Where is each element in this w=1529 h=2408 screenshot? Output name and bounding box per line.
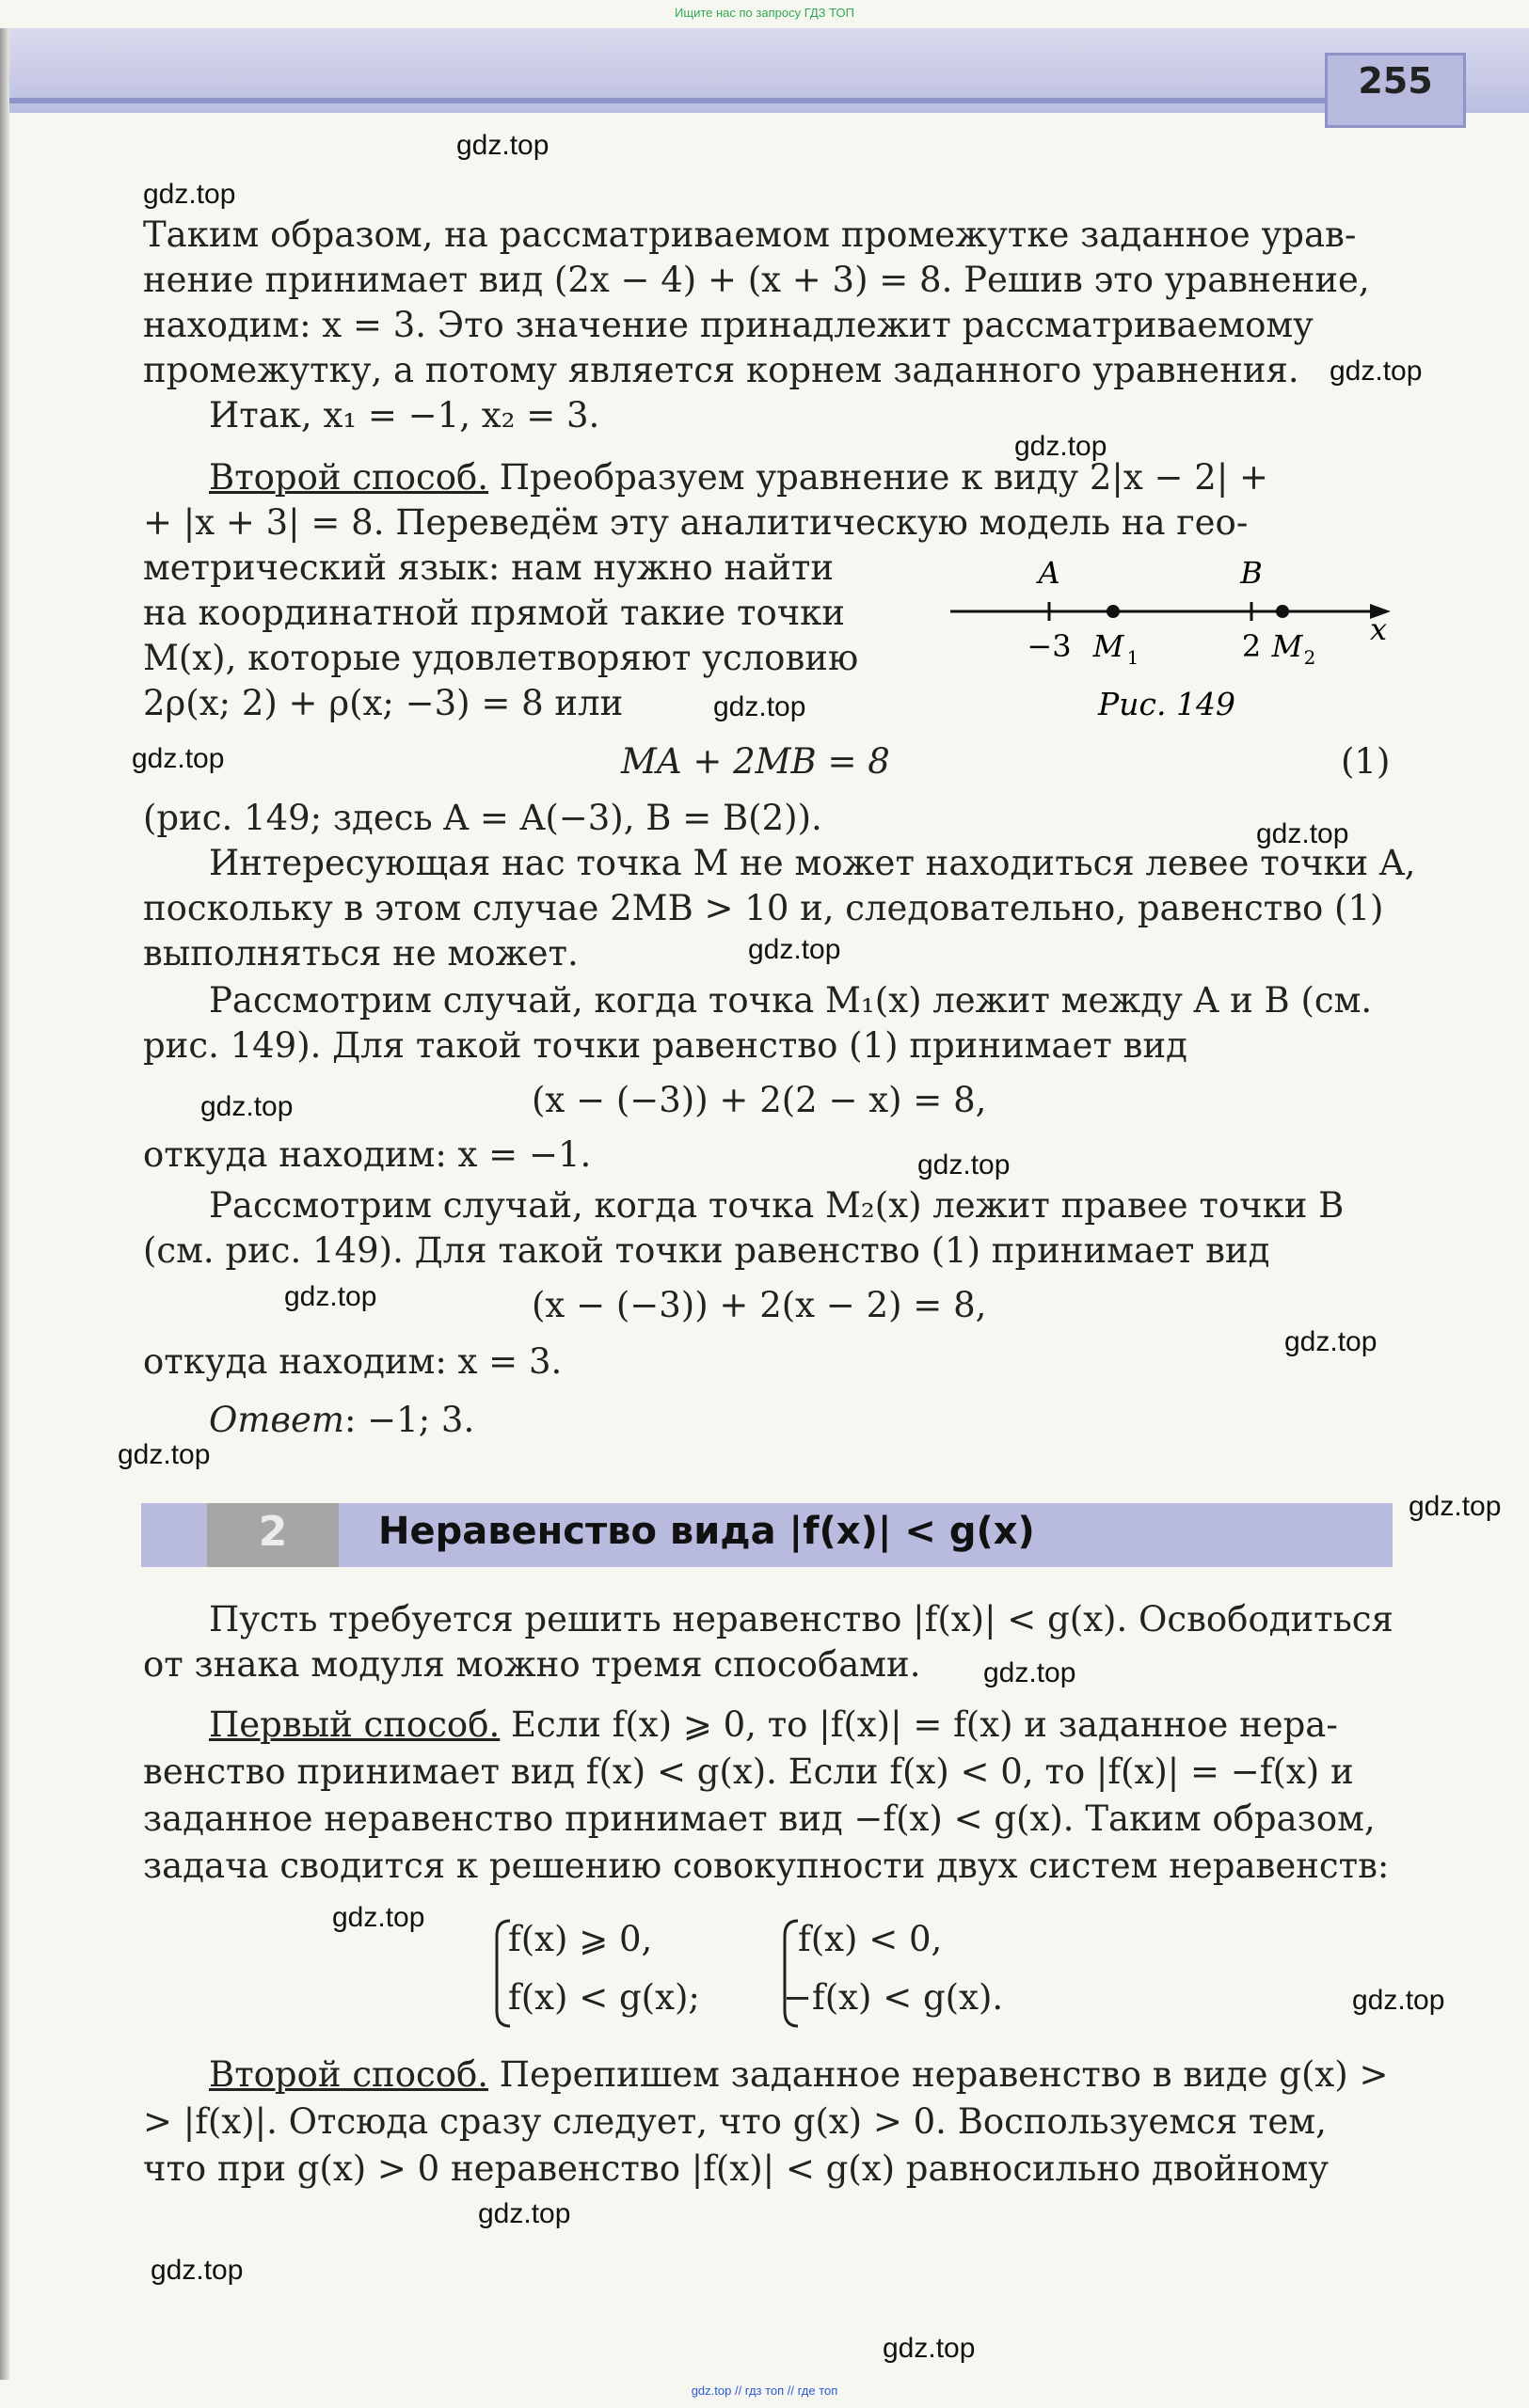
text-line: задача сводится к решению совокупности двух систем неравенств: <box>143 1846 1390 1886</box>
answer-line <box>209 1398 474 1443</box>
watermark: gdz.top <box>1409 1491 1502 1522</box>
text-line: (рис. 149; здесь A = A(−3), B = B(2)). <box>143 798 822 838</box>
figure-number-line <box>941 555 1411 724</box>
watermark: gdz.top <box>1284 1326 1378 1357</box>
text-line: находим: x = 3. Это значение принадлежит рассматриваемому <box>143 305 1314 345</box>
text-line <box>209 455 1268 500</box>
header-divider <box>0 98 1336 103</box>
text-line: Интересующая нас точка M не может находиться левее точки A, <box>209 843 1416 883</box>
label-M1-sub: 1 <box>1126 646 1139 669</box>
section-number: 2 <box>258 1508 288 1556</box>
watermark: gdz.top <box>132 743 225 774</box>
text-span: Перепишем заданное неравенство в виде g(x) > <box>499 2054 1389 2095</box>
watermark: gdz.top <box>713 691 806 722</box>
answer-value: : −1; 3. <box>343 1400 475 1440</box>
text-line: (см. рис. 149). Для такой точки равенство (1) принимает вид <box>143 1230 1270 1271</box>
answer-label: Ответ <box>209 1400 344 1440</box>
watermark: gdz.top <box>284 1281 377 1312</box>
text-line <box>209 2052 1388 2098</box>
text-line: на координатной прямой такие точки <box>143 593 845 633</box>
point-M1 <box>1107 605 1120 618</box>
watermark: gdz.top <box>478 2198 571 2229</box>
system-2-row-1: f(x) < 0, <box>798 1919 943 1959</box>
system-1-row-1: f(x) ⩾ 0, <box>508 1919 653 1959</box>
equation-3: (x − (−3)) + 2(x − 2) = 8, <box>532 1285 987 1325</box>
text-line: выполняться не может. <box>143 933 579 974</box>
watermark: gdz.top <box>883 2333 976 2364</box>
text-line: Таким образом, на рассматриваемом промежутке заданное урав- <box>143 214 1357 255</box>
label-M1: M <box>1092 628 1124 664</box>
method-label: Второй способ. <box>209 457 489 498</box>
text-line: что при g(x) > 0 неравенство |f(x)| < g(x) равносильно двойному <box>143 2148 1330 2189</box>
text-line: нение принимает вид (2x − 4) + (x + 3) = 8. Решив это уравнение, <box>143 260 1370 300</box>
point-M2 <box>1276 605 1289 618</box>
watermark: gdz.top <box>143 179 236 210</box>
text-line: рис. 149). Для такой точки равенство (1) принимает вид <box>143 1025 1187 1066</box>
text-line: поскольку в этом случае 2MB > 10 и, следовательно, равенство (1) <box>143 888 1384 928</box>
label-B: B <box>1240 555 1263 591</box>
text-line: 2ρ(x; 2) + ρ(x; −3) = 8 или <box>143 683 624 723</box>
top-search-link[interactable]: Ищите нас по запросу ГДЗ ТОП <box>675 6 854 20</box>
section-title: Неравенство вида |f(x)| < g(x) <box>378 1510 1035 1553</box>
watermark: gdz.top <box>748 934 841 965</box>
watermark: gdz.top <box>332 1902 425 1933</box>
system-2-row-2: −f(x) < g(x). <box>783 1977 1004 2018</box>
text-line: Итак, x₁ = −1, x₂ = 3. <box>209 395 600 436</box>
equation-2: (x − (−3)) + 2(2 − x) = 8, <box>532 1080 987 1120</box>
page-spine-shadow <box>0 28 9 2380</box>
text-line: откуда находим: x = −1. <box>143 1134 592 1175</box>
equation-number: (1) <box>1341 741 1391 782</box>
watermark: gdz.top <box>1256 818 1349 849</box>
text-line: Пусть требуется решить неравенство |f(x)| < g(x). Освободиться <box>209 1599 1394 1640</box>
watermark: gdz.top <box>151 2255 244 2286</box>
method-label: Второй способ. <box>209 2054 489 2095</box>
watermark: gdz.top <box>1330 356 1423 387</box>
tick-label-A: −3 <box>1027 628 1072 664</box>
text-line: Рассмотрим случай, когда точка M₂(x) лежит правее точки B <box>209 1185 1345 1226</box>
text-line: M(x), которые удовлетворяют условию <box>143 638 859 678</box>
text-line: метрический язык: нам нужно найти <box>143 547 835 588</box>
text-line: венство принимает вид f(x) < g(x). Если f(x) < 0, то |f(x)| = −f(x) и <box>143 1751 1354 1792</box>
watermark: gdz.top <box>456 130 549 161</box>
axis-label-x: x <box>1369 611 1388 647</box>
text-line: от знака модуля можно тремя способами. <box>143 1644 921 1685</box>
text-line: заданное неравенство принимает вид −f(x) < g(x). Таким образом, <box>143 1798 1376 1839</box>
text-line: > |f(x)|. Отсюда сразу следует, что g(x) > 0. Воспользуемся тем, <box>143 2101 1327 2142</box>
text-span: Преобразуем уравнение к виду 2|x − 2| + <box>499 457 1269 498</box>
page-number: 255 <box>1358 60 1433 102</box>
watermark: gdz.top <box>1014 431 1107 462</box>
watermark: gdz.top <box>1352 1985 1445 2016</box>
text-line <box>209 1703 1338 1748</box>
method-label: Первый способ. <box>209 1704 501 1745</box>
footer-links[interactable]: gdz.top // гдз топ // где топ <box>691 2384 838 2398</box>
watermark: gdz.top <box>983 1657 1076 1688</box>
text-span: Если f(x) ⩾ 0, то |f(x)| = f(x) и заданное нера- <box>511 1704 1338 1745</box>
text-line: откуда находим: x = 3. <box>143 1341 563 1382</box>
watermark: gdz.top <box>917 1149 1011 1180</box>
label-M2: M <box>1271 628 1303 664</box>
equation-1: MA + 2MB = 8 <box>621 741 890 782</box>
label-A: A <box>1038 555 1060 591</box>
watermark: gdz.top <box>118 1439 211 1470</box>
text-line: + |x + 3| = 8. Переведём эту аналитическую модель на гео- <box>143 502 1249 543</box>
text-line: Рассмотрим случай, когда точка M₁(x) лежит между A и B (см. <box>209 980 1373 1021</box>
tick-label-B: 2 <box>1241 628 1262 664</box>
figure-caption: Рис. 149 <box>1098 686 1235 722</box>
text-line: промежутку, а потому является корнем заданного уравнения. <box>143 350 1299 390</box>
watermark: gdz.top <box>200 1091 294 1122</box>
label-M2-sub: 2 <box>1303 646 1316 669</box>
system-1-row-2: f(x) < g(x); <box>508 1977 700 2018</box>
